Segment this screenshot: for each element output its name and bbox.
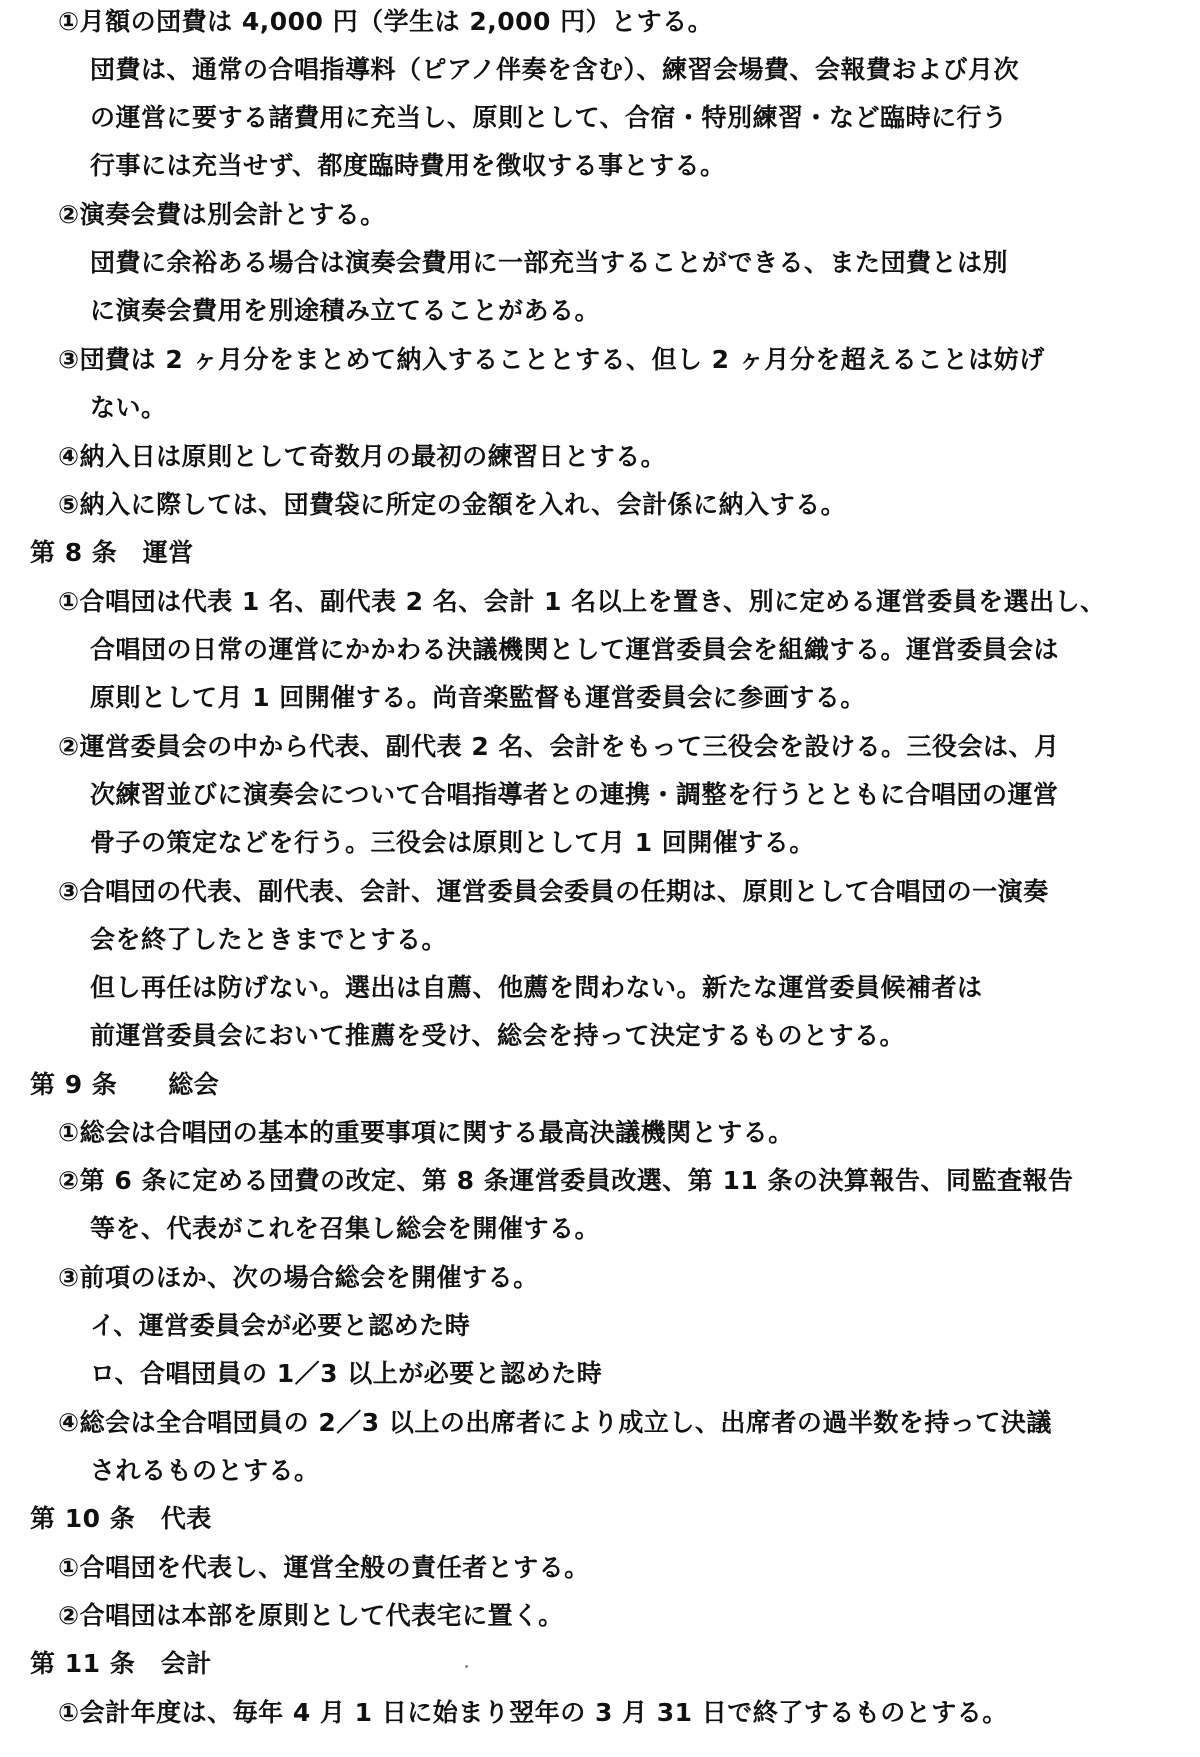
article-9-item-4: ④総会は全合唱団員の 2／3 以上の出席者により成立し、出席者の過半数を持って決議 — [58, 1408, 1052, 1437]
article-8-item-2-text: 骨子の策定などを行う。三役会は原則として月 1 回開催する。 — [90, 828, 815, 857]
article-8-item-3-text: 会を終了したときまでとする。 — [90, 925, 448, 954]
article-9-item-3-sub-i: イ、運営委員会が必要と認めた時 — [90, 1311, 471, 1340]
article-10-item-2: ②合唱団は本部を原則として代表宅に置く。 — [58, 1601, 564, 1630]
article-8-item-2-text: 次練習並びに演奏会について合唱指導者との連携・調整を行うとともに合唱団の運営 — [90, 780, 1059, 809]
article-9-item-1: ①総会は合唱団の基本的重要事項に関する最高決議機関とする。 — [58, 1118, 794, 1147]
article-9-item-3-sub-ro: ロ、合唱団員の 1／3 以上が必要と認めた時 — [90, 1359, 603, 1388]
article-9-item-3: ③前項のほか、次の場合総会を開催する。 — [58, 1263, 539, 1292]
article-7-item-1-text: 団費は、通常の合唱指導料（ピアノ伴奏を含む）、練習会場費、会報費および月次 — [90, 55, 1020, 84]
article-9-item-4-text: されるものとする。 — [90, 1456, 320, 1485]
article-8-item-1: ①合唱団は代表 1 名、副代表 2 名、会計 1 名以上を置き、別に定める運営委員を選出し、 — [58, 587, 1106, 616]
article-8-item-3-text: 但し再任は防げない。選出は自薦、他薦を問わない。新たな運営委員候補者は — [90, 973, 983, 1002]
article-7-item-1-text: 行事には充当せず、都度臨時費用を徴収する事とする。 — [90, 151, 726, 180]
article-8-item-3-text: 前運営委員会において推薦を受け、総会を持って決定するものとする。 — [90, 1021, 906, 1050]
article-8-item-3: ③合唱団の代表、副代表、会計、運営委員会委員の任期は、原則として合唱団の一演奏 — [58, 877, 1049, 906]
article-10-heading: 第 10 条 代表 — [30, 1504, 212, 1533]
article-7-item-3: ③団費は 2 ヶ月分をまとめて納入することとする、但し 2 ヶ月分を超えることは妨げ — [58, 345, 1045, 374]
scan-speck — [465, 1665, 468, 1668]
article-8-item-2: ②運営委員会の中から代表、副代表 2 名、会計をもって三役会を設ける。三役会は、月 — [58, 732, 1060, 761]
article-7-item-2: ②演奏会費は別会計とする。 — [58, 200, 386, 229]
article-7-item-5: ⑤納入に際しては、団費袋に所定の金額を入れ、会計係に納入する。 — [58, 490, 847, 519]
article-8-heading: 第 8 条 運営 — [30, 538, 194, 567]
article-9-item-2-text: 等を、代表がこれを召集し総会を開催する。 — [90, 1214, 601, 1243]
article-9-heading: 第 9 条 総会 — [30, 1070, 220, 1099]
article-7-item-4: ④納入日は原則として奇数月の最初の練習日とする。 — [58, 442, 667, 471]
article-9-item-2: ②第 6 条に定める団費の改定、第 8 条運営委員改選、第 11 条の決算報告、同監査報告 — [58, 1166, 1074, 1195]
article-7-item-1-text: の運営に要する諸費用に充当し、原則として、合宿・特別練習・など臨時に行う — [90, 103, 1008, 132]
article-7-item-2-text: 団費に余裕ある場合は演奏会費用に一部充当することができる、また団費とは別 — [90, 248, 1009, 277]
article-8-item-1-text: 合唱団の日常の運営にかかわる決議機関として運営委員会を組織する。運営委員会は — [90, 635, 1060, 664]
article-8-item-1-text: 原則として月 1 回開催する。尚音楽監督も運営委員会に参画する。 — [90, 683, 866, 712]
article-10-item-1: ①合唱団を代表し、運営全般の責任者とする。 — [58, 1553, 590, 1582]
article-7-item-1: ①月額の団費は 4,000 円（学生は 2,000 円）とする。 — [58, 7, 714, 36]
article-7-item-2-text: に演奏会費用を別途積み立てることがある。 — [90, 296, 601, 325]
article-7-item-3-text: ない。 — [90, 393, 167, 422]
article-11-heading: 第 11 条 会計 — [30, 1649, 212, 1678]
article-11-item-1: ①会計年度は、毎年 4 月 1 日に始まり翌年の 3 月 31 日で終了するものとする。 — [58, 1698, 1008, 1727]
